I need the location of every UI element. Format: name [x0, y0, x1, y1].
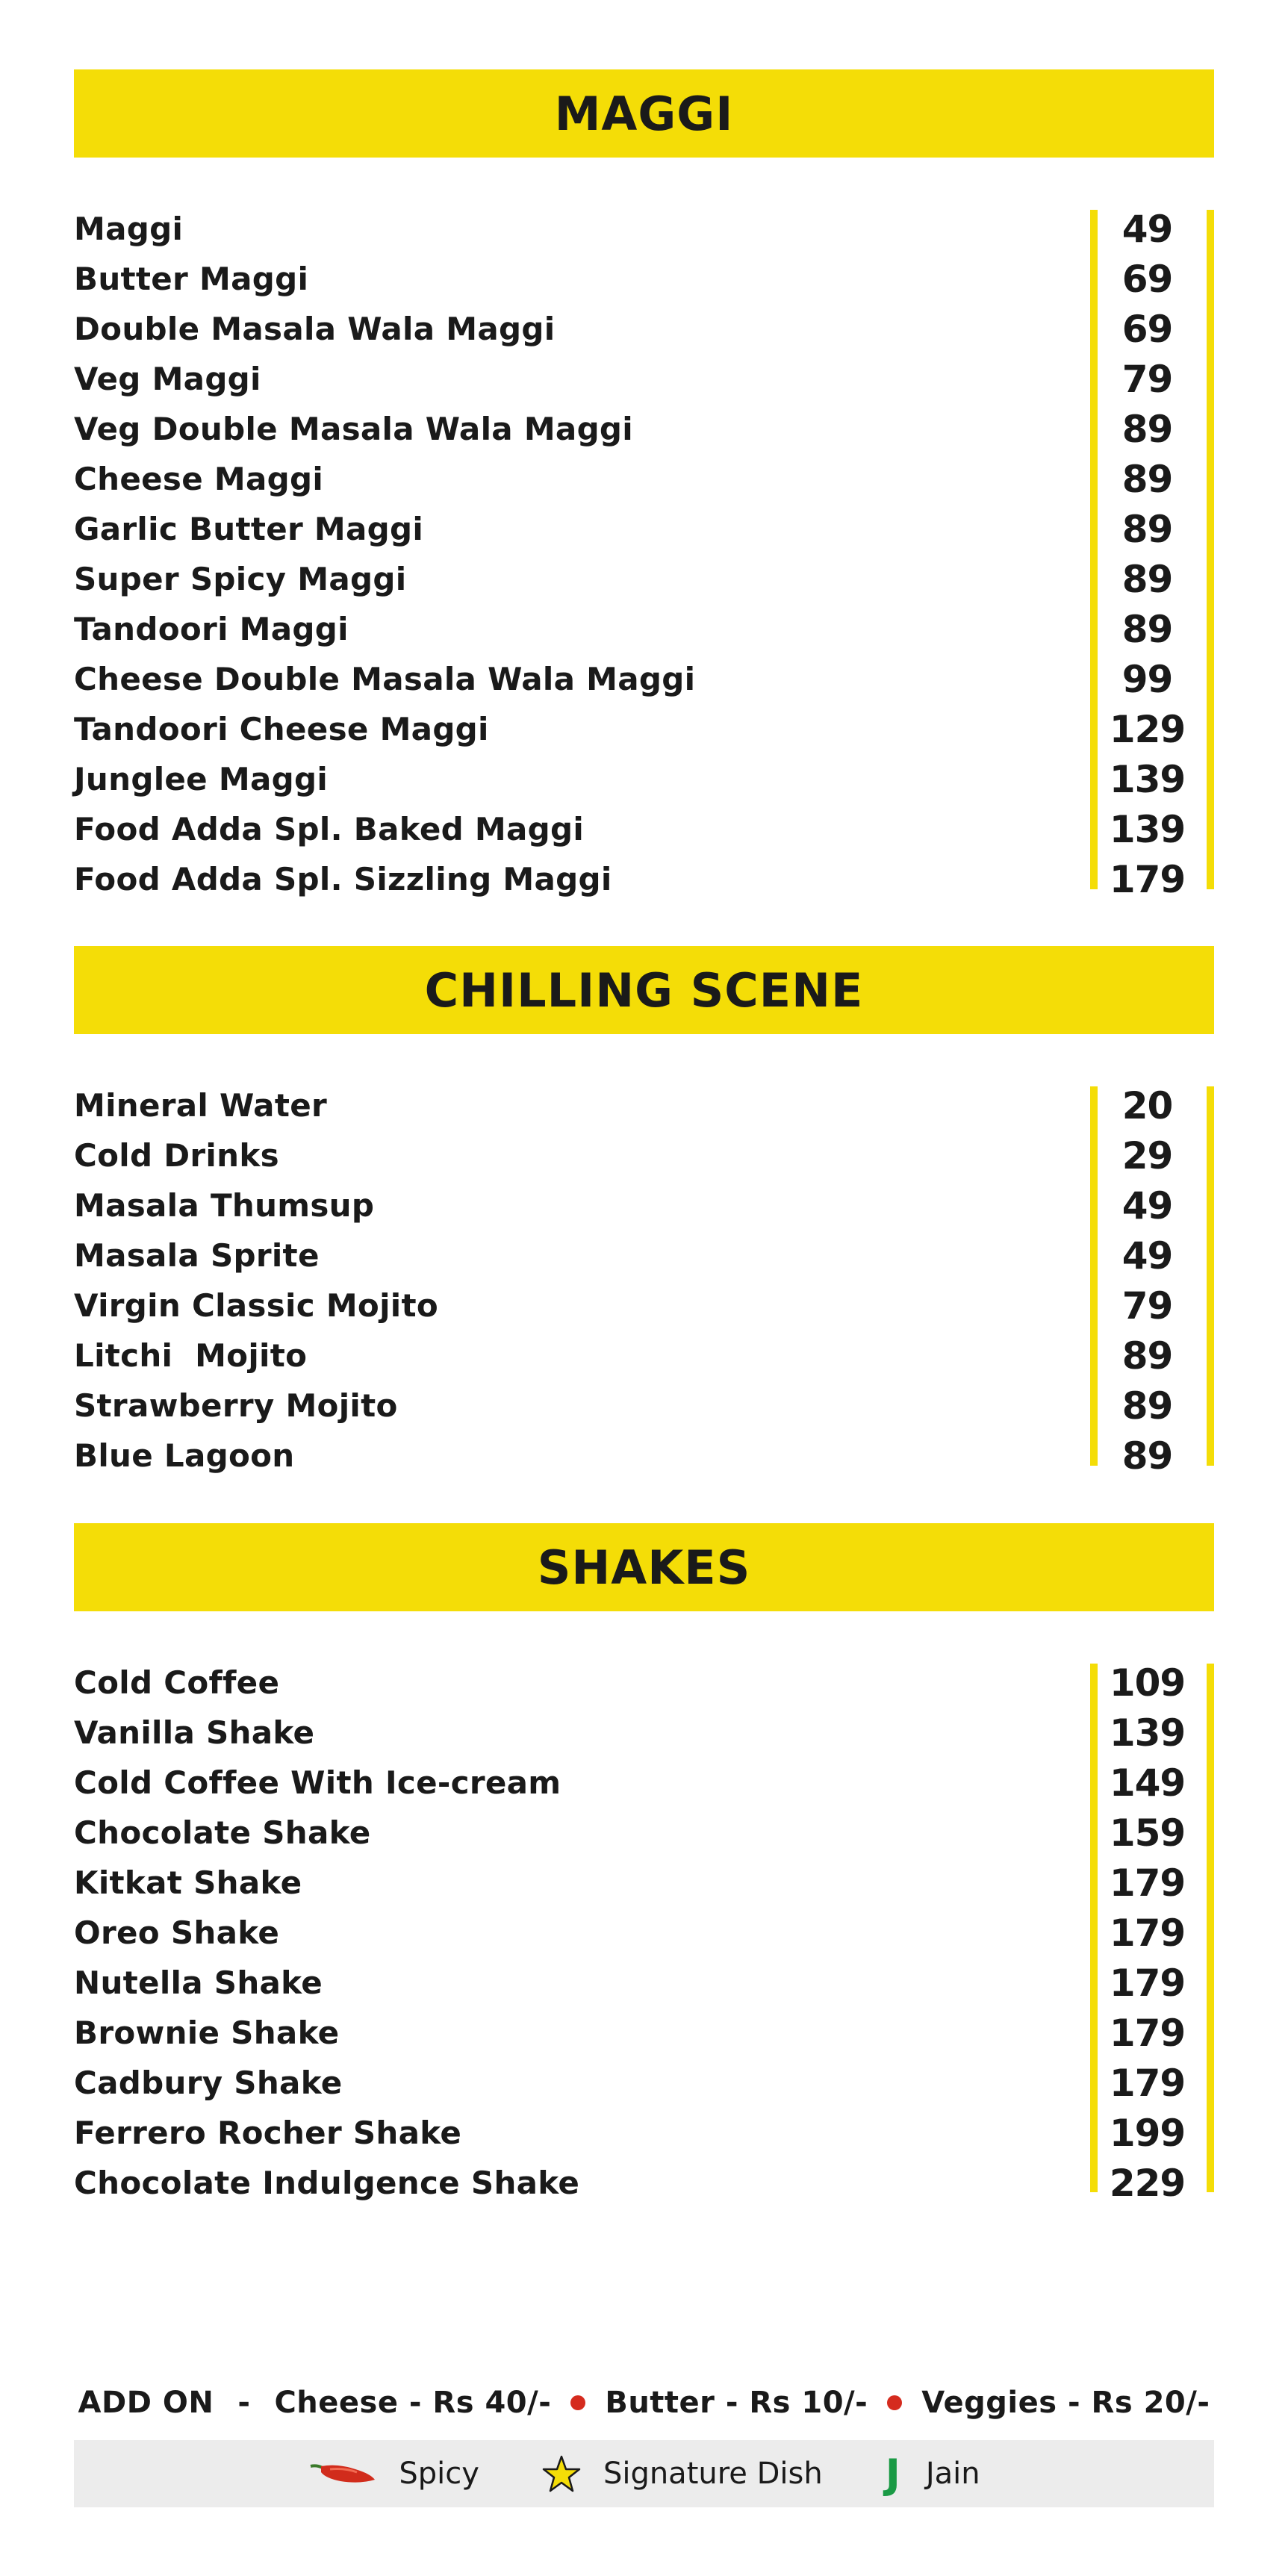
menu-item	[74, 1331, 1214, 1381]
item-price: 89	[1121, 457, 1173, 501]
menu-items	[74, 1080, 1214, 1481]
item-price: 179	[1109, 1911, 1186, 1955]
chili-icon	[308, 2459, 376, 2489]
add-on-cheese: Cheese - Rs 40/-	[274, 2386, 552, 2420]
bullet-icon	[887, 2395, 902, 2410]
menu-item	[74, 1381, 1214, 1431]
menu-item	[74, 254, 1214, 304]
menu-item	[74, 304, 1214, 354]
item-name: Brownie Shake	[74, 2015, 340, 2051]
item-name: Oreo Shake	[74, 1914, 280, 1951]
item-price: 89	[1121, 407, 1173, 451]
add-on-butter: Butter - Rs 10/-	[605, 2386, 868, 2420]
menu-item	[74, 1231, 1214, 1281]
jain-icon: J	[885, 2450, 900, 2498]
item-name: Nutella Shake	[74, 1964, 323, 2001]
menu-item	[74, 1908, 1214, 1958]
item-price: 89	[1121, 507, 1173, 551]
item-name: Chocolate Indulgence Shake	[74, 2165, 580, 2201]
item-price: 20	[1121, 1083, 1173, 1127]
menu-item	[74, 1708, 1214, 1758]
legend-spicy-label: Spicy	[399, 2457, 479, 2491]
menu-item	[74, 1758, 1214, 1808]
item-price: 159	[1109, 1811, 1186, 1855]
item-name: Tandoori Cheese Maggi	[74, 711, 489, 747]
item-price: 89	[1121, 607, 1173, 651]
legend-signature-label: Signature Dish	[603, 2457, 823, 2491]
legend-spicy	[308, 2457, 479, 2491]
item-name: Cheese Maggi	[74, 461, 324, 497]
item-name: Garlic Butter Maggi	[74, 511, 424, 547]
item-price: 89	[1121, 557, 1173, 601]
section-banner	[74, 1523, 1214, 1611]
item-name: Butter Maggi	[74, 261, 309, 297]
item-price: 89	[1121, 1434, 1173, 1478]
item-price: 149	[1109, 1761, 1186, 1805]
item-name: Litchi Mojito	[74, 1337, 308, 1374]
menu-item	[74, 1180, 1214, 1231]
menu-item	[74, 1080, 1214, 1130]
item-name: Veg Maggi	[74, 361, 261, 397]
item-name: Cadbury Shake	[74, 2065, 343, 2101]
item-price: 29	[1121, 1133, 1173, 1177]
add-on-separator: -	[237, 2386, 251, 2420]
section-title: SHAKES	[537, 1540, 751, 1595]
menu-item	[74, 2108, 1214, 2158]
section-shakes	[74, 1523, 1214, 2208]
legend-bar	[74, 2440, 1214, 2507]
menu-item	[74, 1808, 1214, 1858]
item-price: 89	[1121, 1334, 1173, 1378]
item-price: 179	[1109, 1961, 1186, 2005]
item-name: Virgin Classic Mojito	[74, 1287, 439, 1324]
item-price: 179	[1109, 2011, 1186, 2055]
item-name: Blue Lagoon	[74, 1437, 295, 1474]
item-price: 229	[1109, 2161, 1186, 2205]
item-price: 179	[1109, 2061, 1186, 2105]
menu-item	[74, 2158, 1214, 2208]
menu-item	[74, 204, 1214, 254]
item-price: 49	[1121, 1233, 1173, 1278]
item-price: 109	[1109, 1661, 1186, 1705]
item-name: Kitkat Shake	[74, 1864, 302, 1901]
item-name: Chocolate Shake	[74, 1814, 371, 1851]
menu-item	[74, 1281, 1214, 1331]
menu-item	[74, 1130, 1214, 1180]
item-name: Mineral Water	[74, 1087, 327, 1124]
item-name: Food Adda Spl. Baked Maggi	[74, 811, 585, 847]
legend-signature	[542, 2455, 823, 2492]
item-name: Veg Double Masala Wala Maggi	[74, 411, 633, 447]
item-name: Cold Coffee With Ice-cream	[74, 1764, 561, 1801]
item-price: 79	[1121, 1284, 1173, 1328]
item-name: Ferrero Rocher Shake	[74, 2115, 462, 2151]
menu-items	[74, 204, 1214, 904]
menu-item	[74, 1958, 1214, 2008]
item-price: 69	[1121, 307, 1173, 351]
section-banner	[74, 69, 1214, 158]
add-on-label: ADD ON	[78, 2386, 214, 2420]
item-name: Cheese Double Masala Wala Maggi	[74, 661, 696, 697]
item-name: Food Adda Spl. Sizzling Maggi	[74, 861, 612, 897]
legend-jain-label: Jain	[925, 2457, 980, 2491]
menu-item	[74, 1858, 1214, 1908]
item-price: 49	[1121, 207, 1173, 251]
menu-item	[74, 604, 1214, 654]
item-name: Maggi	[74, 211, 184, 247]
menu-item	[74, 704, 1214, 754]
menu-item	[74, 1658, 1214, 1708]
menu-item	[74, 504, 1214, 554]
item-price: 49	[1121, 1183, 1173, 1228]
add-on-veggies: Veggies - Rs 20/-	[921, 2386, 1210, 2420]
menu-item	[74, 804, 1214, 854]
item-price: 99	[1121, 657, 1173, 701]
menu-items	[74, 1658, 1214, 2208]
legend-jain	[886, 2451, 980, 2498]
item-name: Masala Thumsup	[74, 1187, 375, 1224]
menu-item	[74, 404, 1214, 454]
item-name: Tandoori Maggi	[74, 611, 349, 647]
item-name: Masala Sprite	[74, 1237, 320, 1274]
add-on-line	[74, 2380, 1214, 2425]
item-name: Cold Coffee	[74, 1664, 280, 1701]
item-price: 139	[1109, 1711, 1186, 1755]
section-chilling-scene	[74, 946, 1214, 1481]
item-name: Strawberry Mojito	[74, 1387, 398, 1424]
menu-item	[74, 1431, 1214, 1481]
item-name: Vanilla Shake	[74, 1714, 315, 1751]
section-banner	[74, 946, 1214, 1034]
item-price: 89	[1121, 1384, 1173, 1428]
bullet-icon	[570, 2395, 585, 2410]
item-price: 179	[1109, 1861, 1186, 1905]
section-title: MAGGI	[554, 86, 734, 141]
item-price: 139	[1109, 757, 1186, 801]
item-name: Junglee Maggi	[74, 761, 329, 797]
star-icon	[542, 2455, 581, 2492]
menu-item	[74, 454, 1214, 504]
item-name: Cold Drinks	[74, 1137, 279, 1174]
item-price: 129	[1109, 707, 1186, 751]
section-maggi	[74, 69, 1214, 904]
menu-item	[74, 2058, 1214, 2108]
item-name: Double Masala Wala Maggi	[74, 311, 556, 347]
menu-item	[74, 854, 1214, 904]
menu-item	[74, 554, 1214, 604]
section-title: CHILLING SCENE	[424, 962, 864, 1018]
menu-item	[74, 354, 1214, 404]
item-name: Super Spicy Maggi	[74, 561, 407, 597]
item-price: 179	[1109, 857, 1186, 901]
item-price: 199	[1109, 2111, 1186, 2155]
menu-item	[74, 754, 1214, 804]
item-price: 79	[1121, 357, 1173, 401]
menu-item	[74, 654, 1214, 704]
item-price: 69	[1121, 257, 1173, 301]
menu-item	[74, 2008, 1214, 2058]
item-price: 139	[1109, 807, 1186, 851]
